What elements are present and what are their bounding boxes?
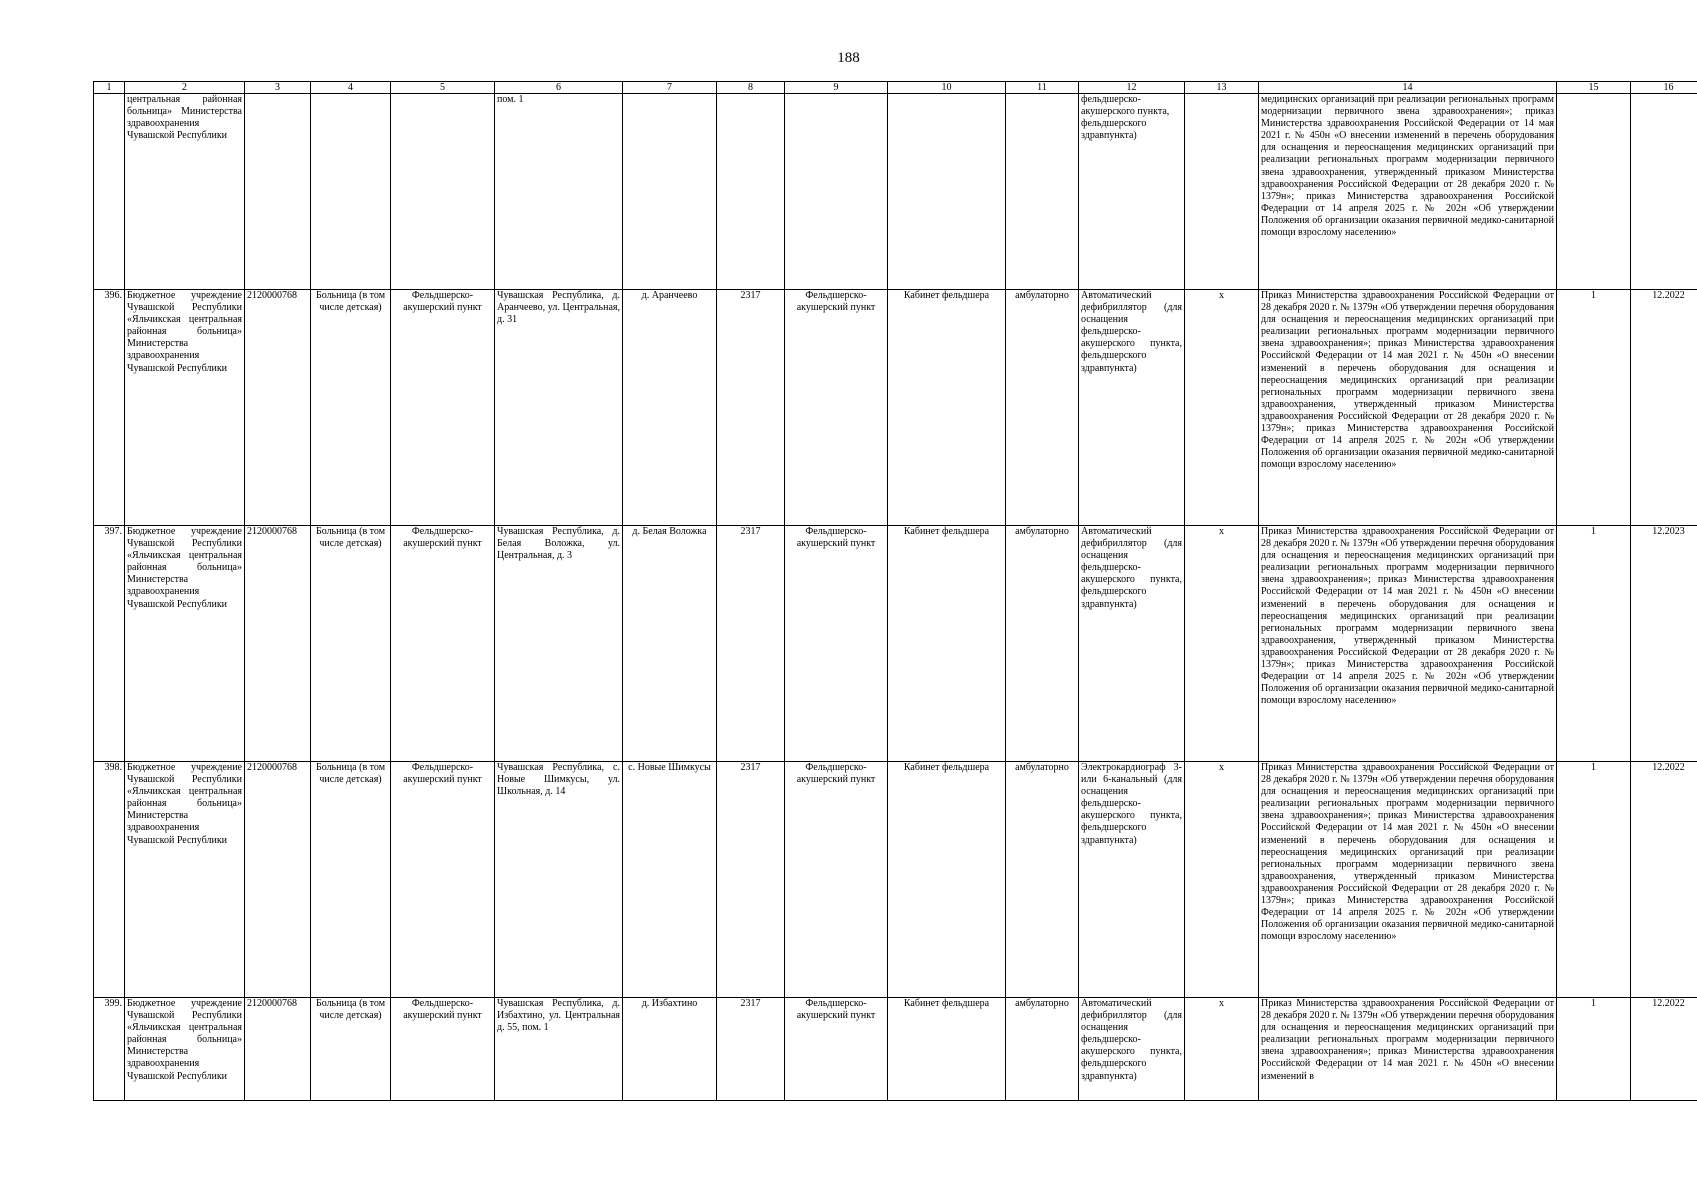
column-header: 11 [1006,82,1079,94]
cell-room: Кабинет фельдшера [888,998,1006,1101]
cell-facility-type: Больница (в том числе детская) [311,762,391,998]
cell-room: Кабинет фельдшера [888,290,1006,526]
cell-organization: центральная районная больница» Министерства здравоохранения Чувашской Республики [125,94,245,290]
cell-address: пом. 1 [495,94,623,290]
cell-code: 2317 [717,998,785,1101]
cell-date: 12.2022 [1631,762,1697,998]
cell-equipment: Автоматический дефибриллятор (для оснащения фельдшерско-акушерского пункта, фельдшерского здравпункта) [1079,290,1185,526]
cell-row-number: 396. [94,290,125,526]
cell-care-mode: амбулаторно [1006,998,1079,1101]
column-header: 14 [1259,82,1557,94]
cell-col13: х [1185,998,1259,1101]
cell-address: Чувашская Республика, д. Аранчеево, ул. Центральная, д. 31 [495,290,623,526]
column-header: 2 [125,82,245,94]
cell-basis: Приказ Министерства здравоохранения Российской Федерации от 28 декабря 2020 г. № 1379н «Об утверждении перечня оборудования для оснащения и переоснащения медицинских организаций при реализации региональных программ модернизации первичного звена здравоохранения»; приказ Министерства здравоохранения Российской Федерации от 14 мая 2021 г. № 450н «О внесении изменений в [1259,998,1557,1101]
cell-organization: Бюджетное учреждение Чувашской Республики «Яльчикская центральная районная больница» Министерства здравоохранения Чувашской Республики [125,762,245,998]
column-header: 13 [1185,82,1259,94]
table-row-continuation [94,94,1697,290]
column-number-row [94,82,1697,94]
column-header: 6 [495,82,623,94]
cell-organization: Бюджетное учреждение Чувашской Республики «Яльчикская центральная районная больница» Министерства здравоохранения Чувашской Республики [125,526,245,762]
cell-basis: Приказ Министерства здравоохранения Российской Федерации от 28 декабря 2020 г. № 1379н «Об утверждении перечня оборудования для оснащения и переоснащения медицинских организаций при реализации региональных программ модернизации первичного звена здравоохранения»; приказ Министерства здравоохранения Российской Федерации от 14 мая 2021 г. № 450н «О внесении изменений в перечень оборудования для оснащения и переоснащения медицинских организаций при реализации региональных программ модернизации первичного звена здравоохранения, утвержденный приказом Министерства здравоохранения Российской Федерации от 28 декабря 2020 г. № 1379н»; приказ Министерства здравоохранения Российской Федерации от 14 апреля 2025 г. № 202н «Об утверждении Положения об организации оказания первичной медико-санитарной помощи взрослому населению» [1259,290,1557,526]
column-header: 10 [888,82,1006,94]
cell-row-number: 397. [94,526,125,762]
cell-care-mode: амбулаторно [1006,290,1079,526]
cell-unit: Фельдшерско-акушерский пункт [391,290,495,526]
cell-inn: 2120000768 [245,526,311,762]
cell-subdivision: Фельдшерско-акушерский пункт [785,998,888,1101]
cell-col13: х [1185,762,1259,998]
column-header: 3 [245,82,311,94]
cell-date: 12.2022 [1631,290,1697,526]
cell-address: Чувашская Республика, с. Новые Шимкусы, ул. Школьная, д. 14 [495,762,623,998]
cell-facility-type: Больница (в том числе детская) [311,526,391,762]
column-header: 8 [717,82,785,94]
table-row [94,762,1697,998]
cell-row-number: 399. [94,998,125,1101]
cell-equipment: Автоматический дефибриллятор (для оснащения фельдшерско-акушерского пункта, фельдшерского здравпункта) [1079,526,1185,762]
column-header: 5 [391,82,495,94]
cell-equipment: Электрокардиограф 3- или 6-канальный (для оснащения фельдшерско-акушерского пункта, фельдшерского здравпункта) [1079,762,1185,998]
cell-organization: Бюджетное учреждение Чувашской Республики «Яльчикская центральная районная больница» Министерства здравоохранения Чувашской Республики [125,290,245,526]
column-header: 7 [623,82,717,94]
cell-quantity: 1 [1557,998,1631,1101]
cell-basis: Приказ Министерства здравоохранения Российской Федерации от 28 декабря 2020 г. № 1379н «Об утверждении перечня оборудования для оснащения и переоснащения медицинских организаций при реализации региональных программ модернизации первичного звена здравоохранения»; приказ Министерства здравоохранения Российской Федерации от 14 мая 2021 г. № 450н «О внесении изменений в перечень оборудования для оснащения и переоснащения медицинских организаций при реализации региональных программ модернизации первичного звена здравоохранения, утвержденный приказом Министерства здравоохранения Российской Федерации от 28 декабря 2020 г. № 1379н»; приказ Министерства здравоохранения Российской Федерации от 14 апреля 2025 г. № 202н «Об утверждении Положения об организации оказания первичной медико-санитарной помощи взрослому населению» [1259,762,1557,998]
cell-room: Кабинет фельдшера [888,762,1006,998]
column-header: 15 [1557,82,1631,94]
column-header: 1 [94,82,125,94]
cell-date: 12.2023 [1631,526,1697,762]
cell-equipment: фельдшерско-акушерского пункта, фельдшерского здравпункта) [1079,94,1185,290]
cell-inn: 2120000768 [245,290,311,526]
equipment-register-table [93,81,1697,1101]
cell-address: Чувашская Республика, д. Избахтино, ул. Центральная д. 55, пом. 1 [495,998,623,1101]
cell-subdivision: Фельдшерско-акушерский пункт [785,526,888,762]
column-header: 16 [1631,82,1697,94]
cell-basis: Приказ Министерства здравоохранения Российской Федерации от 28 декабря 2020 г. № 1379н «Об утверждении перечня оборудования для оснащения и переоснащения медицинских организаций при реализации региональных программ модернизации первичного звена здравоохранения»; приказ Министерства здравоохранения Российской Федерации от 14 мая 2021 г. № 450н «О внесении изменений в перечень оборудования для оснащения и переоснащения медицинских организаций при реализации региональных программ модернизации первичного звена здравоохранения, утвержденный приказом Министерства здравоохранения Российской Федерации от 28 декабря 2020 г. № 1379н»; приказ Министерства здравоохранения Российской Федерации от 14 апреля 2025 г. № 202н «Об утверждении Положения об организации оказания первичной медико-санитарной помощи взрослому населению» [1259,526,1557,762]
cell-quantity: 1 [1557,762,1631,998]
cell-locality: д. Белая Воложка [623,526,717,762]
column-header: 12 [1079,82,1185,94]
cell-date: 12.2022 [1631,998,1697,1101]
cell-inn: 2120000768 [245,762,311,998]
cell-inn: 2120000768 [245,998,311,1101]
cell-care-mode: амбулаторно [1006,526,1079,762]
cell-col13: х [1185,290,1259,526]
column-header: 9 [785,82,888,94]
cell-locality: с. Новые Шимкусы [623,762,717,998]
cell-organization: Бюджетное учреждение Чувашской Республики «Яльчикская центральная районная больница» Министерства здравоохранения Чувашской Республики [125,998,245,1101]
table-row [94,290,1697,526]
cell-equipment: Автоматический дефибриллятор (для оснащения фельдшерско-акушерского пункта, фельдшерского здравпункта) [1079,998,1185,1101]
cell-locality: д. Аранчеево [623,290,717,526]
cell-row-number: 398. [94,762,125,998]
cell-room: Кабинет фельдшера [888,526,1006,762]
table-row [94,998,1697,1101]
cell-unit: Фельдшерско-акушерский пункт [391,998,495,1101]
cell-code: 2317 [717,290,785,526]
page-number: 188 [837,50,860,66]
cell-unit: Фельдшерско-акушерский пункт [391,762,495,998]
table-row [94,526,1697,762]
cell-facility-type: Больница (в том числе детская) [311,998,391,1101]
cell-code: 2317 [717,762,785,998]
cell-locality: д. Избахтино [623,998,717,1101]
column-header: 4 [311,82,391,94]
cell-subdivision: Фельдшерско-акушерский пункт [785,762,888,998]
cell-col13: х [1185,526,1259,762]
cell-care-mode: амбулаторно [1006,762,1079,998]
cell-facility-type: Больница (в том числе детская) [311,290,391,526]
cell-quantity: 1 [1557,290,1631,526]
cell-code: 2317 [717,526,785,762]
cell-unit: Фельдшерско-акушерский пункт [391,526,495,762]
cell-quantity: 1 [1557,526,1631,762]
cell-subdivision: Фельдшерско-акушерский пункт [785,290,888,526]
cell-basis: медицинских организаций при реализации региональных программ модернизации первичного звена здравоохранения»; приказ Министерства здравоохранения Российской Федерации от 14 мая 2021 г. № 450н «О внесении изменений в перечень оборудования для оснащения и переоснащения медицинских организаций при реализации региональных программ модернизации первичного звена здравоохранения, утвержденный приказом Министерства здравоохранения Российской Федерации от 28 декабря 2020 г. № 1379н»; приказ Министерства здравоохранения Российской Федерации от 14 апреля 2025 г. № 202н «Об утверждении Положения об организации оказания первичной медико-санитарной помощи взрослому населению» [1259,94,1557,290]
cell-address: Чувашская Республика, д. Белая Воложка, ул. Центральная, д. 3 [495,526,623,762]
